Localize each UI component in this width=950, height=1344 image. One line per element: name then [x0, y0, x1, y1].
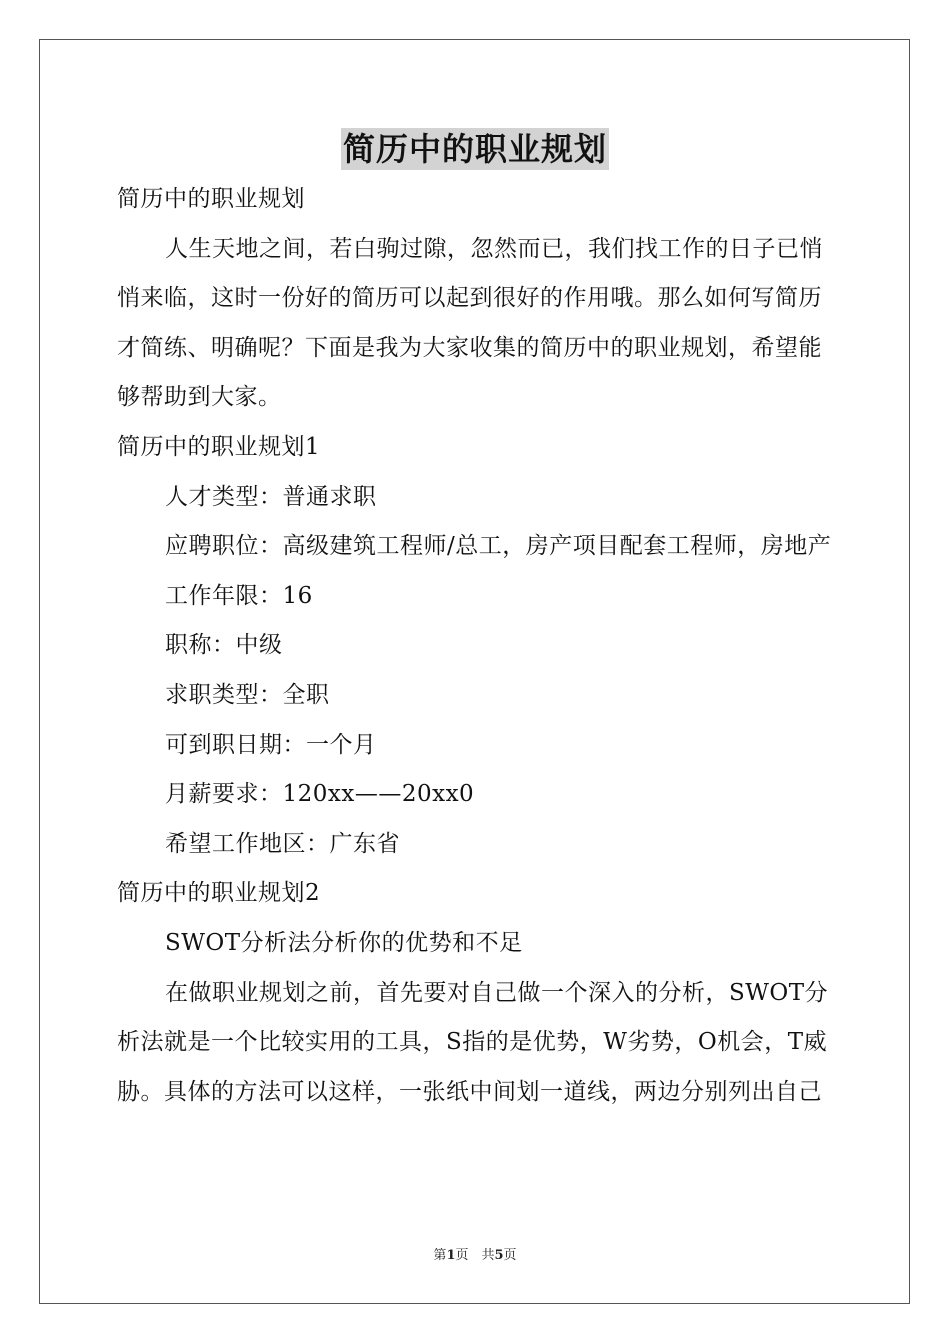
document-title: 简历中的职业规划 — [342, 130, 607, 168]
footer-current-page: 1 — [446, 1248, 456, 1263]
paragraph: 可到职日期：一个月 — [165, 731, 377, 758]
paragraph: 工作年限：16 — [165, 582, 313, 609]
footer-total-pages: 5 — [494, 1248, 504, 1263]
footer-prefix: 第 — [433, 1248, 447, 1263]
paragraph: SWOT分析法分析你的优势和不足 — [165, 929, 523, 956]
paragraph: 应聘职位：高级建筑工程师/总工，房产项目配套工程师，房地产 — [165, 533, 832, 560]
paragraph: 在做职业规划之前，首先要对自己做一个深入的分析，SWOT分析法就是一个比较实用的工具，S指的是优势，W劣势，O机会，T威胁。具体的方法可以这样，一张纸中间划一道线，两边分别列出自己 — [117, 979, 829, 1105]
footer-mid: 页 共 — [455, 1248, 495, 1263]
document-body — [117, 175, 835, 1117]
section-heading: 简历中的职业规划2 — [117, 880, 321, 907]
paragraph: 求职类型：全职 — [165, 681, 330, 708]
paragraph: 简历中的职业规划 — [117, 186, 305, 212]
paragraph: 希望工作地区：广东省 — [165, 830, 400, 857]
paragraph: 人生天地之间，若白驹过隙，忽然而已，我们找工作的日子已悄悄来临，这时一份好的简历可以起到很好的作用哦。那么如何写简历才简练、明确呢？下面是我为大家收集的简历中的职业规划，希望能够帮助到大家。 — [117, 235, 823, 411]
paragraph: 人才类型：普通求职 — [165, 483, 377, 510]
section-heading: 简历中的职业规划1 — [117, 433, 321, 460]
paragraph: 职称：中级 — [165, 632, 283, 659]
paragraph: 月薪要求：120xx——20xx0 — [165, 781, 475, 808]
footer-suffix: 页 — [503, 1248, 517, 1263]
title-wrap — [0, 128, 950, 170]
page-footer — [0, 1247, 950, 1265]
